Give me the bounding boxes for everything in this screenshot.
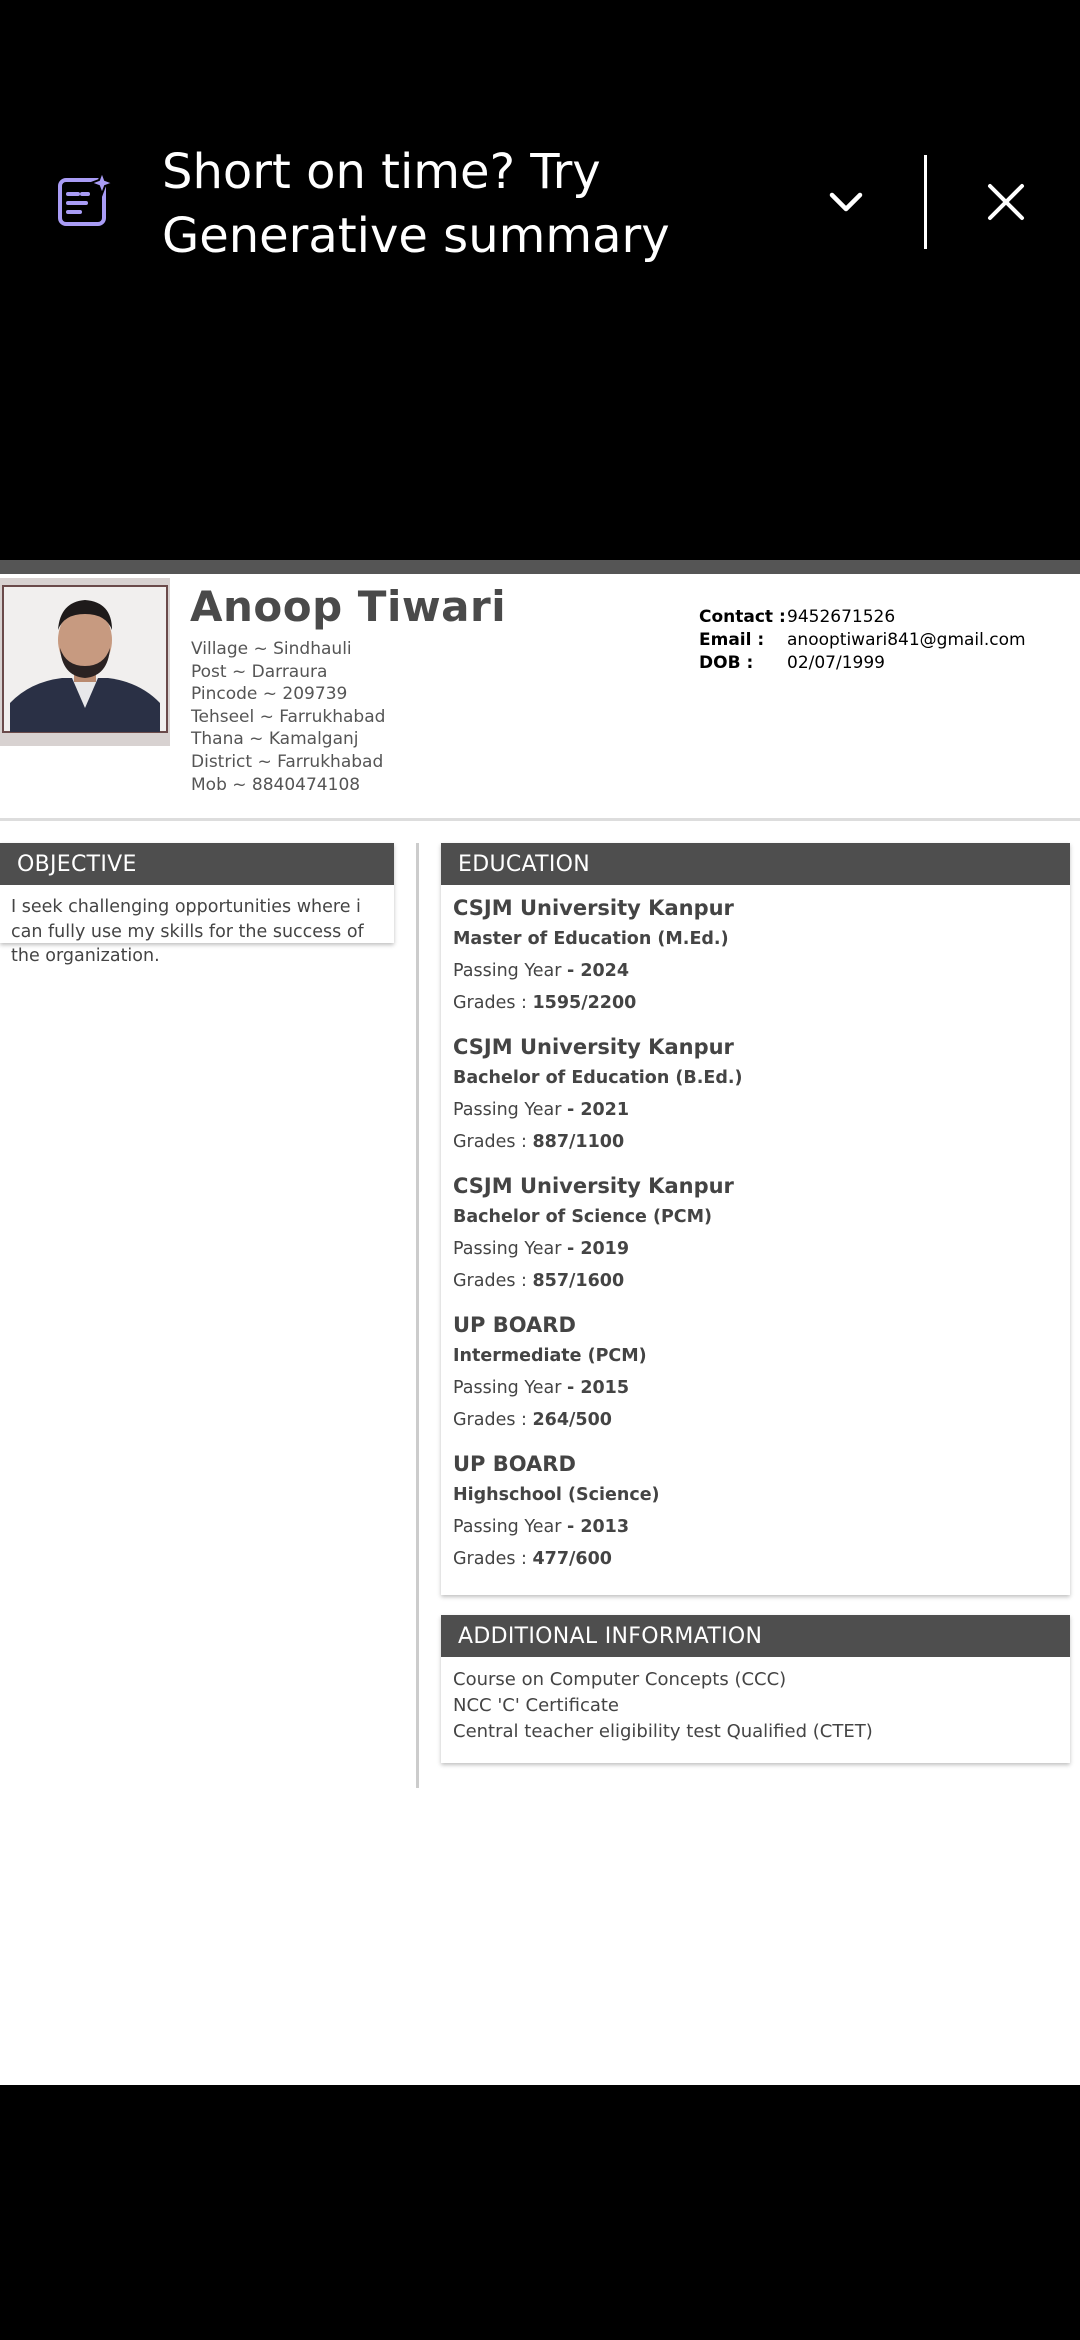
grades-label: Grades :: [453, 1132, 533, 1152]
passing-year-value: - 2013: [566, 1517, 630, 1537]
email-value: anooptiwari841@gmail.com: [787, 630, 1026, 650]
degree: Bachelor of Science (PCM): [453, 1207, 713, 1227]
passing-year-label: Passing Year: [453, 961, 567, 981]
grades: [453, 1543, 1058, 1575]
additional-info-item: Central teacher eligibility test Qualified (CTET): [453, 1721, 873, 1742]
contact-label: Contact :: [699, 607, 786, 627]
passing-year: [453, 1094, 1058, 1126]
address-line: Tehseel ~ Farrukhabad: [191, 706, 386, 727]
email-label: Email :: [699, 630, 765, 650]
education-item: [453, 1449, 1058, 1575]
grades: [453, 987, 1058, 1019]
institution: CSJM University Kanpur: [453, 1174, 734, 1198]
banner-divider: [924, 155, 927, 249]
education-section: [441, 843, 1070, 1595]
degree: Master of Education (M.Ed.): [453, 929, 729, 949]
grades: [453, 1126, 1058, 1158]
passing-year-value: - 2019: [566, 1239, 630, 1259]
passing-year-value: - 2024: [566, 961, 630, 981]
banner-title: Short on time? Try Generative summary: [162, 144, 670, 264]
passing-year: [453, 1511, 1058, 1543]
contact-row: [699, 606, 1026, 629]
bottom-area: [0, 2085, 1080, 2340]
address-block: [191, 638, 385, 796]
grades: [453, 1404, 1058, 1436]
passing-year: [453, 1233, 1058, 1265]
degree: Bachelor of Education (B.Ed.): [453, 1068, 743, 1088]
additional-info-item: Course on Computer Concepts (CCC): [453, 1669, 787, 1690]
education-item: [453, 893, 1058, 1019]
grades-value: 887/1100: [532, 1132, 625, 1152]
grades: [453, 1265, 1058, 1297]
page-top-border: [0, 560, 1080, 574]
chevron-down-icon[interactable]: [820, 176, 872, 228]
ai-summary-icon[interactable]: [56, 170, 116, 230]
column-divider: [416, 843, 419, 1788]
grades-label: Grades :: [453, 1410, 533, 1430]
objective-text: I seek challenging opportunities where i can fully use my skills for the success of the organization.: [11, 897, 364, 966]
institution: UP BOARD: [453, 1313, 576, 1337]
email-row: [699, 629, 1026, 652]
objective-section: [0, 843, 394, 966]
grades-label: Grades :: [453, 1271, 533, 1291]
grades-value: 1595/2200: [532, 993, 637, 1013]
grades-label: Grades :: [453, 993, 533, 1013]
dob-label: DOB :: [699, 653, 754, 673]
contact-block: [699, 606, 1026, 675]
contact-value: 9452671526: [787, 607, 896, 627]
address-line: Pincode ~ 209739: [191, 684, 348, 705]
grades-value: 477/600: [532, 1549, 612, 1569]
resume-page[interactable]: [0, 560, 1080, 2085]
close-icon[interactable]: [984, 180, 1028, 224]
header-divider: [0, 818, 1080, 821]
additional-info-item: NCC 'C' Certificate: [453, 1695, 620, 1716]
passing-year-label: Passing Year: [453, 1517, 567, 1537]
grades-value: 857/1600: [532, 1271, 625, 1291]
passing-year-label: Passing Year: [453, 1239, 567, 1259]
institution: CSJM University Kanpur: [453, 896, 734, 920]
dob-value: 02/07/1999: [787, 653, 885, 673]
passing-year: [453, 955, 1058, 987]
institution: CSJM University Kanpur: [453, 1035, 734, 1059]
objective-heading: OBJECTIVE: [0, 843, 394, 885]
institution: UP BOARD: [453, 1452, 576, 1476]
grades-value: 264/500: [532, 1410, 612, 1430]
profile-photo: [0, 578, 170, 746]
education-item: [453, 1032, 1058, 1158]
additional-info-heading: ADDITIONAL INFORMATION: [441, 1615, 1070, 1657]
grades-label: Grades :: [453, 1549, 533, 1569]
address-line: Mob ~ 8840474108: [191, 774, 361, 795]
address-line: Thana ~ Kamalganj: [191, 729, 359, 750]
address-line: Village ~ Sindhauli: [191, 639, 352, 659]
degree: Intermediate (PCM): [453, 1346, 647, 1366]
education-item: [453, 1310, 1058, 1436]
passing-year-value: - 2021: [566, 1100, 630, 1120]
dob-row: [699, 652, 1026, 675]
degree: Highschool (Science): [453, 1485, 660, 1505]
additional-info-section: [441, 1615, 1070, 1763]
passing-year: [453, 1372, 1058, 1404]
passing-year-value: - 2015: [566, 1378, 630, 1398]
education-heading: EDUCATION: [441, 843, 1070, 885]
address-line: Post ~ Darraura: [191, 661, 328, 682]
passing-year-label: Passing Year: [453, 1100, 567, 1120]
passing-year-label: Passing Year: [453, 1378, 567, 1398]
education-item: [453, 1171, 1058, 1297]
candidate-name: Anoop Tiwari: [190, 582, 507, 631]
address-line: District ~ Farrukhabad: [191, 751, 384, 772]
generative-summary-banner: [0, 0, 1080, 560]
